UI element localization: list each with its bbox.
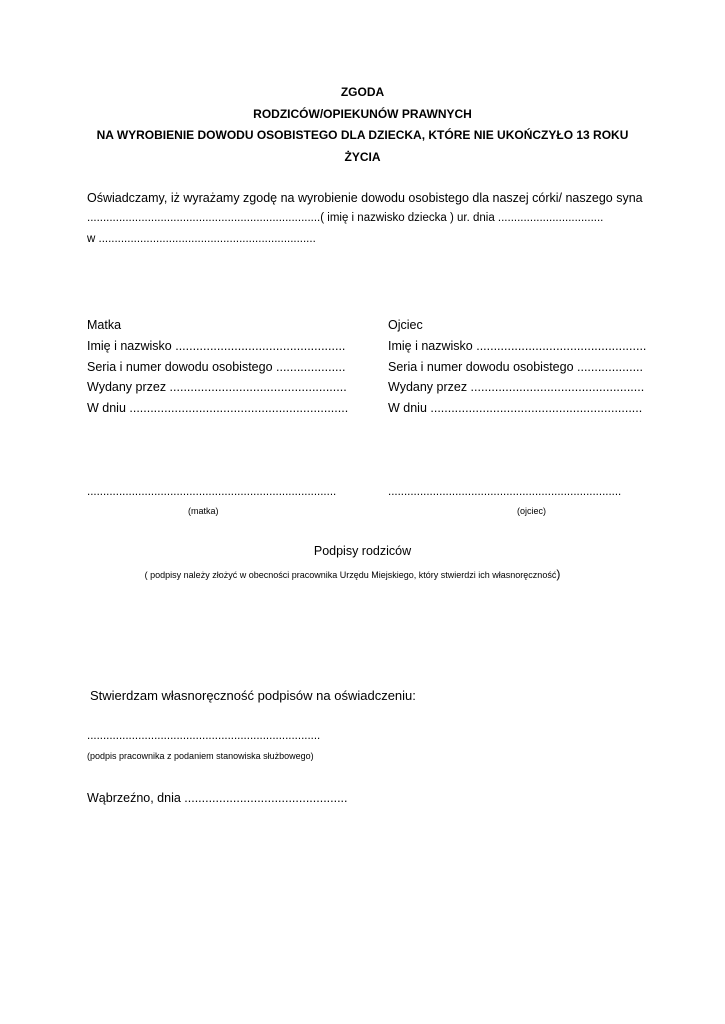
father-signature-line: ......................................................................... [388, 486, 622, 498]
father-name-field: Imię i nazwisko ................................................. [388, 339, 647, 353]
document-title: ZGODA [340, 85, 385, 99]
signatures-note [0, 565, 705, 583]
mother-name-field: Imię i nazwisko ................................................. [87, 339, 346, 353]
father-issued-field: Wydany przez .................................................. [388, 380, 645, 394]
father-header: Ojciec [388, 318, 423, 332]
consent-statement: Oświadczamy, iż wyrażamy zgodę na wyrobienie dowodu osobistego dla naszej córki/ naszego syna [87, 191, 643, 205]
father-id-field: Seria i numer dowodu osobistego ................... [388, 360, 643, 374]
child-name-dob-field: .........................................................................( imię i nazwisko dziecka ) ur. dnia ................................. [87, 212, 604, 224]
signatures-heading: Podpisy rodziców [313, 544, 412, 558]
mother-date-field: W dniu ............................................................... [87, 401, 349, 415]
mother-header: Matka [87, 318, 122, 332]
place-date-field: Wąbrzeźno, dnia ............................................... [87, 791, 348, 805]
document-subtitle: RODZICÓW/OPIEKUNÓW PRAWNYCH [253, 107, 472, 121]
father-date-field: W dniu ............................................................. [388, 401, 643, 415]
official-signature-line: ......................................................................... [87, 730, 321, 742]
mother-issued-field: Wydany przez ................................................... [87, 380, 347, 394]
signatures-note-text: ( podpisy należy złożyć w obecności pracownika Urzędu Miejskiego, który stwierdzi ich własnoręczność [144, 570, 557, 580]
birthplace-field: w .................................................................... [87, 233, 316, 245]
mother-id-field: Seria i numer dowodu osobistego .................... [87, 360, 346, 374]
official-signature-caption: (podpis pracownika z podaniem stanowiska służbowego) [87, 751, 314, 761]
document-subtitle-line: ŻYCIA [344, 150, 381, 164]
verification-statement: Stwierdzam własnoręczność podpisów na oświadczeniu: [90, 688, 416, 703]
document-subtitle-line: NA WYROBIENIE DOWODU OSOBISTEGO DLA DZIECKA, KTÓRE NIE UKOŃCZYŁO 13 ROKU [96, 128, 629, 142]
mother-signature-caption: (matka) [188, 506, 219, 516]
father-signature-caption: (ojciec) [517, 506, 547, 516]
signatures-note-close: ) [556, 567, 561, 581]
mother-signature-line: .............................................................................. [87, 486, 337, 498]
